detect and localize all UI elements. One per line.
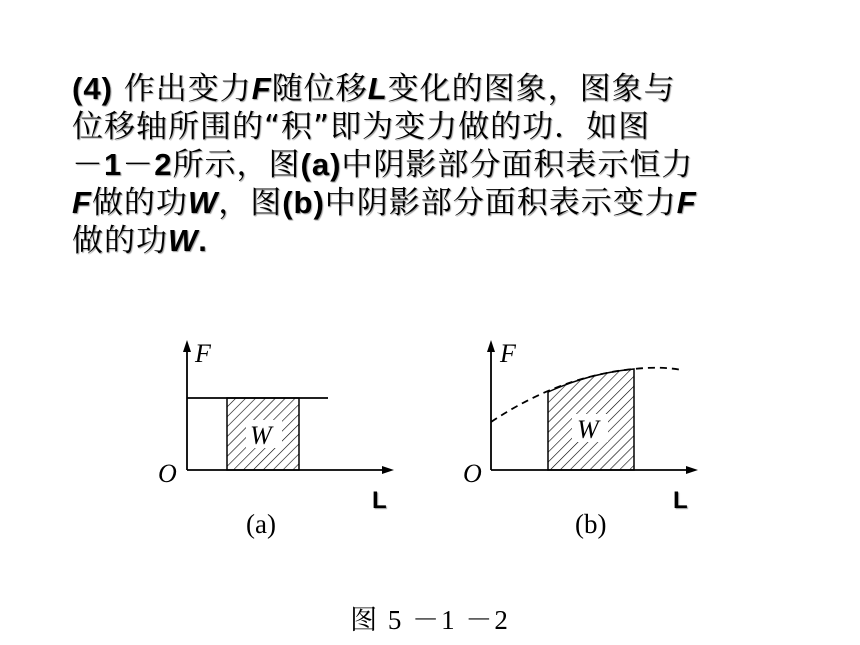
x-axis-arrow [382, 466, 394, 474]
origin-label: O [158, 459, 177, 488]
y-axis-arrow [487, 340, 495, 352]
origin-label: O [463, 459, 482, 488]
text-run: 所示，图 [172, 147, 301, 183]
var-F: F [676, 185, 697, 220]
panel-label: (a) [246, 509, 276, 539]
ref-b: (b) [282, 185, 325, 220]
text-run: 中阴影部分面积表示恒力 [341, 147, 694, 183]
area-label: W [577, 415, 599, 444]
y-axis-arrow [183, 340, 191, 352]
var-W: W [168, 223, 199, 258]
var-F: F [72, 185, 92, 220]
figure-b [463, 339, 698, 539]
item-number: (4) [72, 71, 113, 106]
x-axis-label: L [673, 487, 688, 514]
text-run: 变化的图象，图象与 [387, 71, 676, 107]
text-run: 2 [154, 147, 173, 182]
text-run: . [198, 223, 208, 258]
var-F: F [251, 71, 272, 106]
y-axis-label: F [500, 339, 516, 368]
text-run: 位移轴所围的“积”即为变力做的功．如图 [72, 109, 651, 145]
text-run: 做的功 [72, 223, 168, 259]
ref-a: (a) [300, 147, 342, 182]
var-L: L [367, 71, 388, 106]
text-run: 中阴影部分面积表示变力 [324, 185, 677, 221]
text-run: － [72, 147, 104, 183]
y-axis-label: F [195, 339, 211, 368]
area-label: W [250, 421, 272, 450]
panel-label: (b) [575, 509, 607, 539]
text-run: 做的功 [91, 185, 188, 221]
text-run: ，图 [218, 185, 283, 221]
text-run: 作出变力 [112, 71, 252, 107]
figure-a [158, 339, 394, 539]
text-run: 1 [104, 147, 123, 182]
x-axis-arrow [686, 466, 698, 474]
text-run: － [122, 147, 155, 183]
x-axis-label: L [372, 487, 387, 514]
text-run: 随位移 [271, 71, 368, 107]
var-W: W [187, 185, 219, 220]
figure-caption: 图 5 －1 －2 [350, 605, 510, 635]
